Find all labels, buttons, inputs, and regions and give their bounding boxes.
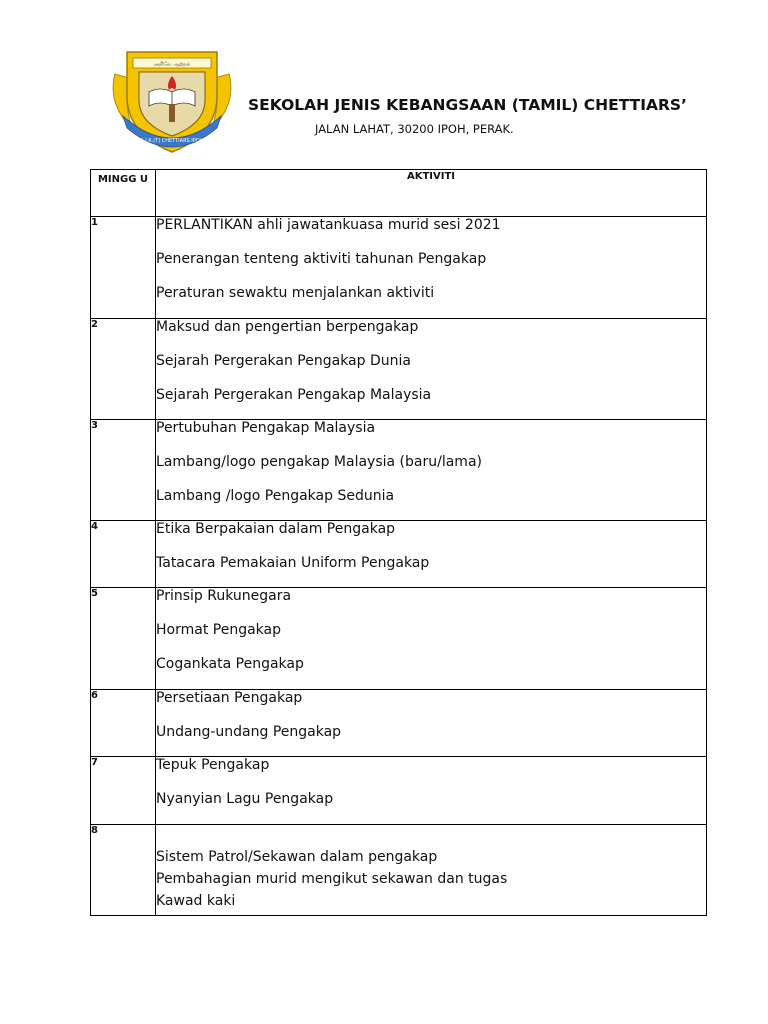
week-number: 3 (91, 420, 156, 521)
activity-item: Tatacara Pemakaian Uniform Pengakap (156, 555, 430, 571)
table-row (91, 825, 707, 916)
activity-list (156, 319, 707, 420)
week-number: 1 (91, 217, 156, 319)
activity-item: Lambang/logo pengakap Malaysia (baru/lama) (156, 454, 482, 470)
activity-item: Cogankata Pengakap (156, 656, 304, 672)
activity-list (156, 757, 707, 825)
activity-item: Maksud dan pengertian berpengakap (156, 319, 419, 335)
table-row (91, 690, 707, 757)
table-row (91, 588, 707, 690)
activity-item: Tepuk Pengakap (156, 757, 270, 773)
activity-item: PERLANTIKAN ahli jawatankuasa murid sesi 2021 (156, 217, 501, 233)
activity-item: Sejarah Pergerakan Pengakap Dunia (156, 353, 411, 369)
activity-item: Pembahagian murid mengikut sekawan dan tugas (156, 871, 508, 887)
activity-item: Sistem Patrol/Sekawan dalam pengakap (156, 849, 438, 865)
activity-list (156, 521, 707, 588)
activity-list (156, 217, 707, 319)
activity-item: Peraturan sewaktu menjalankan aktiviti (156, 285, 435, 301)
school-address: JALAN LAHAT, 30200 IPOH, PERAK. (315, 122, 514, 136)
table-row (91, 217, 707, 319)
activity-item: Kawad kaki (156, 893, 236, 909)
school-name: SEKOLAH JENIS KEBANGSAAN (TAMIL) CHETTIARS’ (248, 96, 687, 114)
table-row (91, 757, 707, 825)
activity-item: Sejarah Pergerakan Pengakap Malaysia (156, 387, 432, 403)
activity-item: Penerangan tenteng aktiviti tahunan Pengakap (156, 251, 487, 267)
activity-list (156, 690, 707, 757)
activity-list (156, 588, 707, 690)
activity-item: Etika Berpakaian dalam Pengakap (156, 521, 396, 537)
activity-item: Hormat Pengakap (156, 622, 281, 638)
week-number: 8 (91, 825, 156, 916)
activity-item: Pertubuhan Pengakap Malaysia (156, 420, 376, 436)
week-column-header: MINGG U (91, 170, 156, 217)
activity-item: Prinsip Rukunegara (156, 588, 292, 604)
week-number: 5 (91, 588, 156, 690)
activity-item: Lambang /logo Pengakap Sedunia (156, 488, 395, 504)
school-crest-icon (105, 34, 239, 162)
table-row (91, 420, 707, 521)
activity-item: Nyanyian Lagu Pengakap (156, 791, 334, 807)
activity-column-header: AKTIVITI (156, 170, 707, 217)
activity-list (156, 420, 707, 521)
activity-schedule-table (90, 169, 707, 916)
school-crest-logo (105, 34, 239, 162)
svg-text:அறிவே ஆற்றல்: அறிவே ஆற்றல் (153, 61, 191, 68)
activity-list (156, 825, 707, 916)
table-row (91, 319, 707, 420)
svg-text:S.J.K.(T) CHETTIARS IPOH: S.J.K.(T) CHETTIARS IPOH (140, 138, 204, 144)
week-number: 4 (91, 521, 156, 588)
week-number: 2 (91, 319, 156, 420)
table-row (91, 521, 707, 588)
activity-item: Persetiaan Pengakap (156, 690, 303, 706)
table-header-row (91, 170, 707, 217)
activity-item: Undang-undang Pengakap (156, 724, 342, 740)
week-number: 6 (91, 690, 156, 757)
week-number: 7 (91, 757, 156, 825)
